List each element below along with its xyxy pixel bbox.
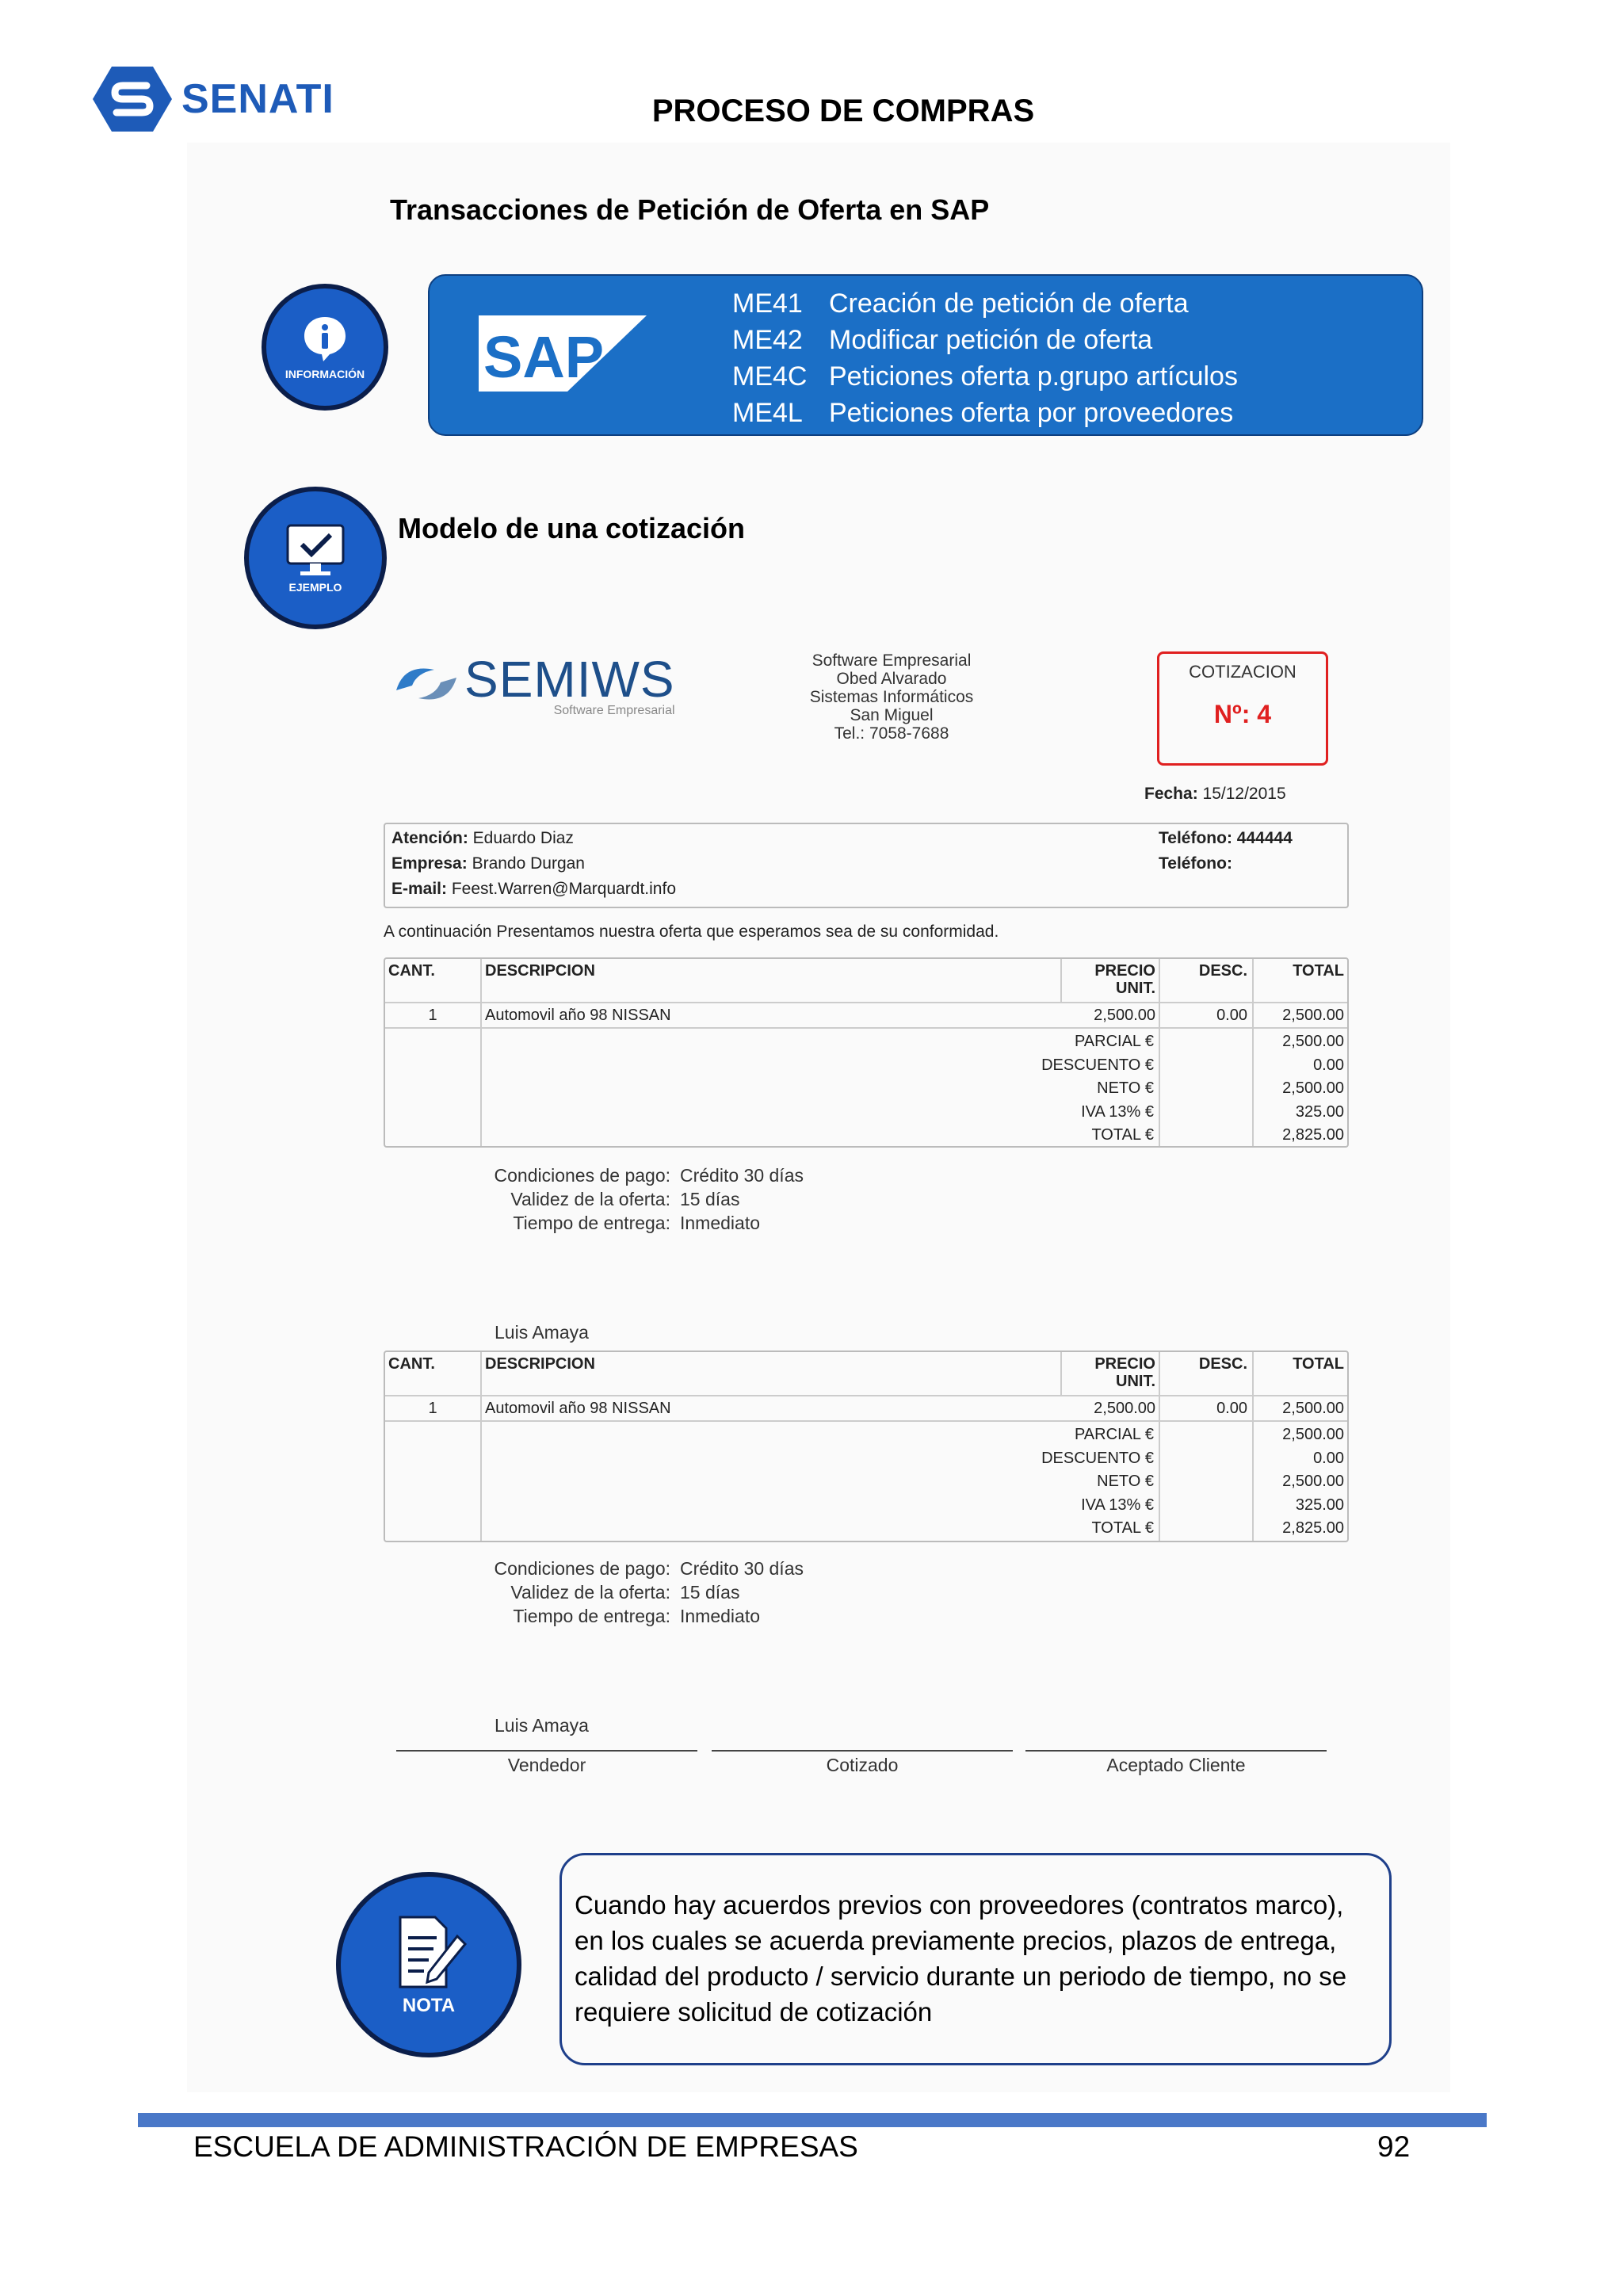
signature-line (396, 1750, 697, 1752)
signature-aceptado: Aceptado Cliente (1106, 1755, 1246, 1775)
info-badge-label: INFORMACIÓN (285, 368, 365, 380)
section-title-model: Modelo de una cotización (398, 512, 746, 544)
summary-labels: PARCIAL € DESCUENTO € NETO € IVA 13% € TOTAL € (1041, 1033, 1154, 1144)
txn-code: ME4L (732, 398, 803, 428)
row-precio: 2,500.00 (1094, 1007, 1155, 1024)
txn-code: ME42 (732, 325, 803, 355)
signature-cotizado: Cotizado (826, 1755, 899, 1775)
summary-values: 2,500.00 0.00 2,500.00 325.00 2,825.00 (1282, 1033, 1344, 1144)
footer-school: ESCUELA DE ADMINISTRACIÓN DE EMPRESAS (193, 2130, 858, 2163)
note-badge (336, 1872, 521, 2057)
company-line: Tel.: 7058-7688 (834, 724, 949, 743)
document-pencil-icon (389, 1912, 468, 1992)
quote-table (384, 1350, 1349, 1542)
row-descuento: 0.00 (1216, 1007, 1247, 1024)
brand-name: SENATI (181, 76, 334, 122)
date-field (1144, 785, 1286, 804)
atencion-label: Atención: (391, 829, 468, 847)
telefono-label: Teléfono: (1159, 829, 1232, 847)
page-title: PROCESO DE COMPRAS (651, 94, 1035, 128)
section-title-sap: Transacciones de Petición de Oferta en SAP (390, 193, 990, 226)
signature-line (1025, 1750, 1327, 1752)
txn-code: ME41 (732, 288, 803, 319)
signature-vendedor: Vendedor (507, 1755, 586, 1775)
company-line: Obed Alvarado (836, 670, 947, 688)
txn-code: ME4C (732, 361, 808, 392)
note-line: Cuando hay acuerdos previos con proveedores (contratos marco), (575, 1890, 1344, 1920)
cotizacion-number: Nº: 4 (1213, 700, 1272, 728)
conditions: Condiciones de pago: Crédito 30 días Validez de la oferta: 15 días Tiempo de entrega: Inmediato (494, 1558, 804, 1626)
row-cant: 1 (428, 1007, 437, 1024)
semiws-swirl-icon (388, 659, 464, 709)
atencion-value: Eduardo Diaz (472, 829, 574, 847)
txn-desc: Modificar petición de oferta (829, 325, 1153, 355)
summary-values: 2,500.00 0.00 2,500.00 325.00 2,825.00 (1282, 1426, 1344, 1537)
txn-desc: Peticiones oferta p.grupo artículos (829, 361, 1238, 392)
email-label: E-mail: (391, 880, 448, 898)
list-item (732, 358, 1238, 395)
col-desc: DESC. (1198, 962, 1247, 980)
transaction-list (732, 285, 1238, 431)
row-total: 2,500.00 (1282, 1400, 1344, 1417)
signature-line (712, 1750, 1013, 1752)
date-value: 15/12/2015 (1202, 785, 1286, 803)
txn-desc: Creación de petición de oferta (829, 288, 1189, 319)
semiws-logo (388, 650, 675, 718)
list-item (732, 395, 1238, 431)
email-value: Feest.Warren@Marquardt.info (451, 880, 677, 898)
list-item (732, 285, 1238, 322)
quote-table (384, 957, 1349, 1148)
col-cant: CANT. (388, 1355, 435, 1373)
summary-labels: PARCIAL € DESCUENTO € NETO € IVA 13% € TOTAL € (1041, 1426, 1154, 1537)
info-badge (262, 284, 388, 411)
footer-bar (138, 2113, 1487, 2127)
txn-desc: Peticiones oferta por proveedores (829, 398, 1234, 428)
conditions: Condiciones de pago: Crédito 30 días Validez de la oferta: 15 días Tiempo de entrega: Inmediato (494, 1165, 804, 1233)
col-total: TOTAL (1293, 1355, 1344, 1373)
quote-intro: A continuación Presentamos nuestra oferta que esperamos sea de su conformidad. (384, 923, 999, 941)
sap-logo-text: SAP (483, 324, 605, 390)
row-cant: 1 (428, 1400, 437, 1417)
monitor-check-icon (285, 522, 346, 578)
signer-name: Luis Amaya (495, 1322, 589, 1343)
company-info (761, 651, 1022, 743)
note-line: en los cuales se acuerda previamente precios, plazos de entrega, (575, 1926, 1337, 1955)
company-line: Sistemas Informáticos (809, 688, 974, 706)
col-cant: CANT. (388, 962, 435, 980)
client-info-box (384, 823, 1349, 908)
date-label: Fecha: (1144, 785, 1198, 803)
info-icon (300, 314, 350, 365)
cotizacion-box (1157, 651, 1328, 766)
note-badge-label: NOTA (402, 1995, 456, 2016)
semiws-tagline: Software Empresarial (553, 704, 675, 717)
company-line: San Miguel (850, 706, 934, 724)
signer-name: Luis Amaya (495, 1715, 589, 1736)
col-precio-unit: PRECIO UNIT. (1094, 1355, 1155, 1390)
sap-transactions-box (428, 274, 1423, 436)
company-line: Software Empresarial (812, 651, 972, 670)
empresa-value: Brando Durgan (472, 854, 585, 873)
telefono-value: 444444 (1236, 829, 1293, 847)
row-total: 2,500.00 (1282, 1007, 1344, 1024)
note-box (559, 1853, 1392, 2065)
example-badge (244, 487, 387, 629)
semiws-name: SEMIWS (464, 651, 675, 708)
example-badge-label: EJEMPLO (288, 581, 342, 594)
note-line: calidad del producto / servicio durante un periodo de tiempo, no se (575, 1962, 1347, 1991)
col-descripcion: DESCRIPCION (485, 962, 595, 980)
col-desc: DESC. (1198, 1355, 1247, 1373)
empresa-label: Empresa: (391, 854, 468, 873)
row-descuento: 0.00 (1216, 1400, 1247, 1417)
row-desc: Automovil año 98 NISSAN (485, 1007, 671, 1024)
list-item (732, 322, 1238, 358)
sap-logo (479, 315, 647, 392)
cotizacion-title: COTIZACION (1189, 662, 1296, 682)
col-precio-unit: PRECIO UNIT. (1094, 962, 1155, 997)
row-precio: 2,500.00 (1094, 1400, 1155, 1417)
col-total: TOTAL (1293, 962, 1344, 980)
telefono2-label: Teléfono: (1159, 854, 1232, 873)
page-number: 92 (1377, 2130, 1411, 2163)
col-descripcion: DESCRIPCION (485, 1355, 595, 1373)
row-desc: Automovil año 98 NISSAN (485, 1400, 671, 1417)
note-line: requiere solicitud de cotización (575, 1997, 933, 2027)
